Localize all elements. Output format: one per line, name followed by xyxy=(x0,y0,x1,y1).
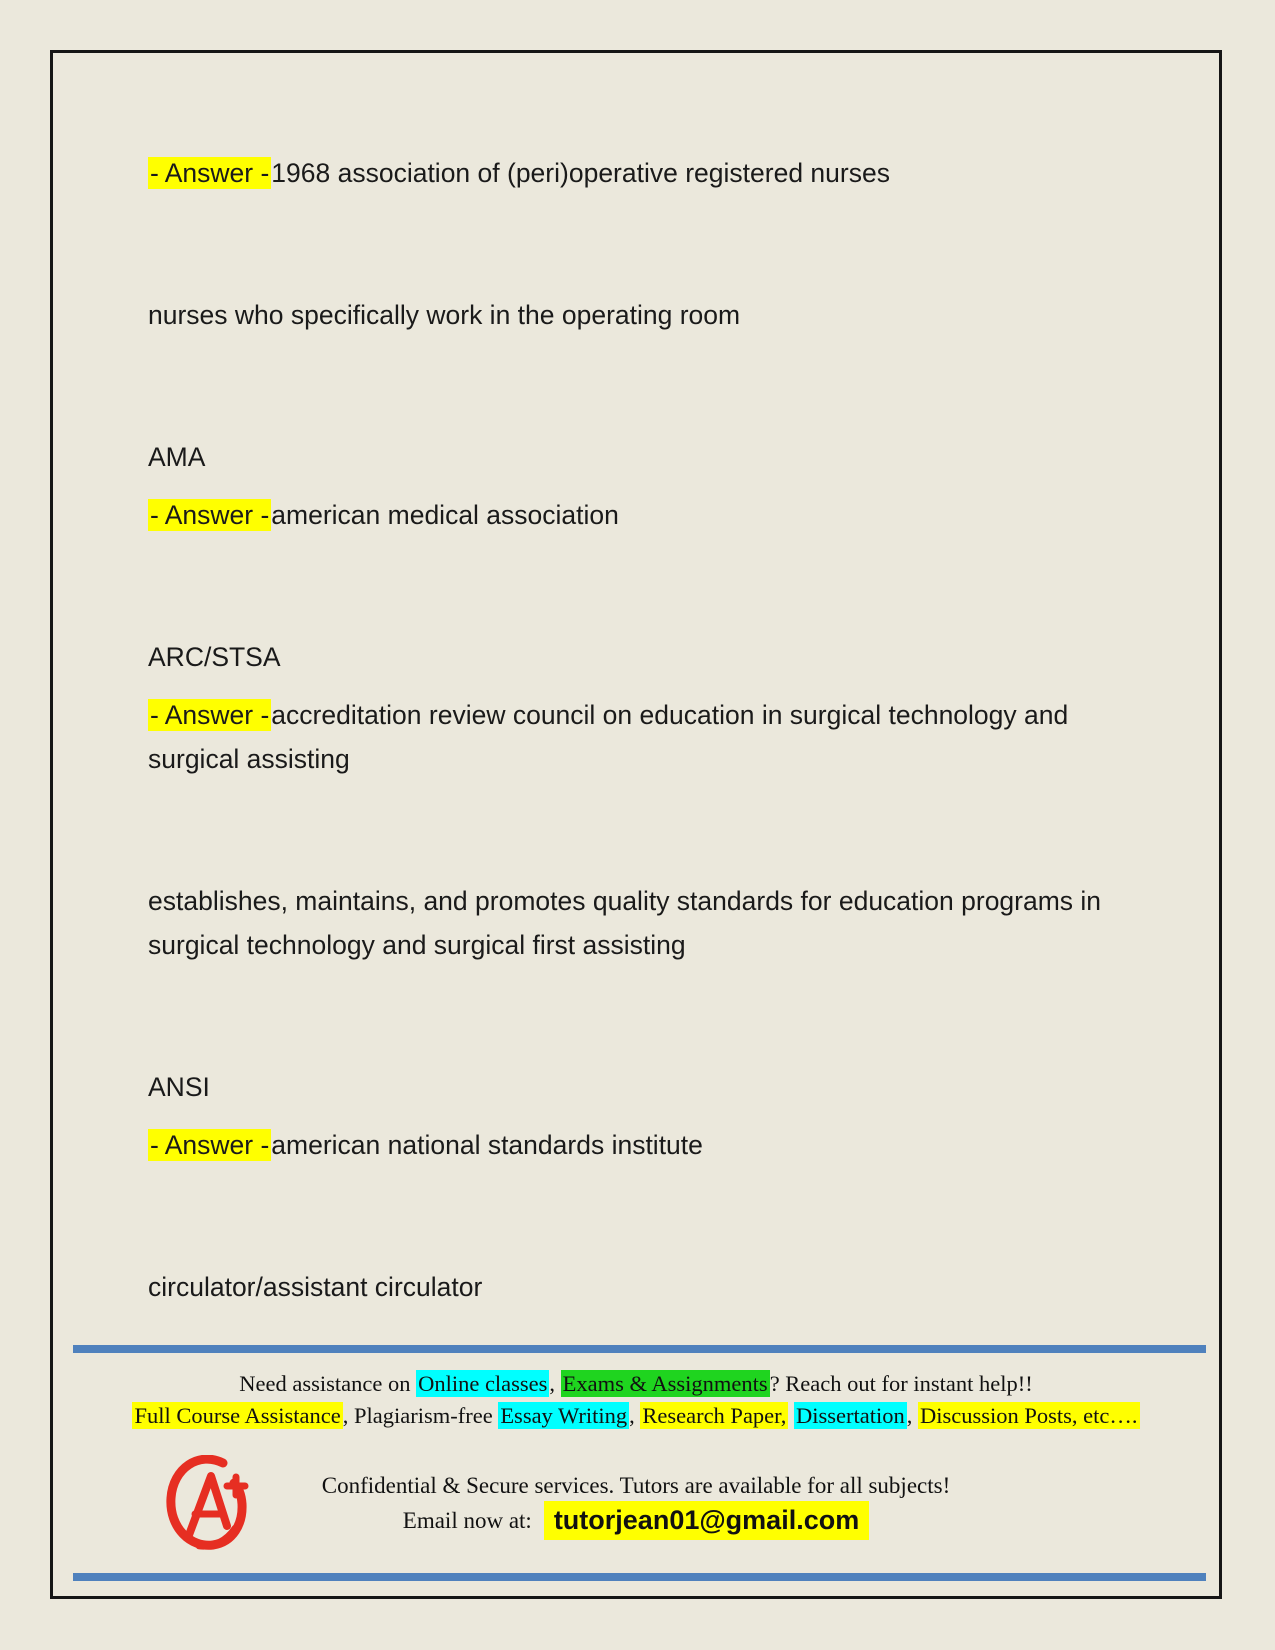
text-segment: Online classes xyxy=(418,1371,548,1396)
body-block-plain: establishes, maintains, and promotes quality standards for education programs in surgical technology and surgical first assisting xyxy=(148,886,1102,960)
text-segment: Research Paper, xyxy=(642,1403,787,1428)
answer-highlight: - Answer - xyxy=(150,500,270,530)
body-block-term: circulator/assistant circulator xyxy=(148,1272,483,1302)
footer-services-line xyxy=(53,1400,1219,1432)
text-segment: , Plagiarism-free xyxy=(342,1403,499,1428)
footer-email-row xyxy=(53,1501,1219,1540)
body-block-answer: - Answer -accreditation review council on education in surgical technology and surgical assisting xyxy=(148,700,1069,774)
body-block-answer: - Answer -1968 association of (peri)operative registered nurses xyxy=(150,158,890,188)
footer-help-line xyxy=(53,1368,1219,1400)
body-block-term: AMA xyxy=(148,442,206,472)
text-segment: Essay Writing xyxy=(500,1403,628,1428)
text-segment: Exams & Assignments xyxy=(562,1371,768,1396)
body-block-term: ANSI xyxy=(148,1072,210,1102)
divider-bottom xyxy=(73,1573,1206,1581)
text-segment: , xyxy=(549,1371,561,1396)
text-segment: ? Reach out for instant help!! xyxy=(769,1371,1033,1396)
answer-highlight: - Answer - xyxy=(150,700,270,730)
footer-confidential-line: Confidential & Secure services. Tutors are available for all subjects! xyxy=(321,1473,951,1498)
divider-top xyxy=(73,1345,1206,1353)
body-block-answer: - Answer -american medical association xyxy=(150,500,619,530)
answer-highlight: - Answer - xyxy=(150,158,270,188)
text-segment: , xyxy=(629,1403,641,1428)
body-block-plain: nurses who specifically work in the operating room xyxy=(148,300,741,330)
document-body xyxy=(148,151,1133,1309)
body-block-answer: - Answer -american national standards institute xyxy=(150,1130,703,1160)
email-address: tutorjean01@gmail.com xyxy=(544,1501,869,1540)
body-block-term: ARC/STSA xyxy=(148,642,281,672)
text-segment: Dissertation xyxy=(796,1403,905,1428)
text-segment: , xyxy=(906,1403,918,1428)
answer-highlight: - Answer - xyxy=(150,1130,270,1160)
page-border xyxy=(50,50,1222,1599)
text-segment: Need assistance on xyxy=(239,1371,417,1396)
email-label: Email now at: xyxy=(402,1507,532,1533)
text-segment: Full Course Assistance xyxy=(134,1403,341,1428)
text-segment: Discussion Posts, etc…. xyxy=(920,1403,1138,1428)
